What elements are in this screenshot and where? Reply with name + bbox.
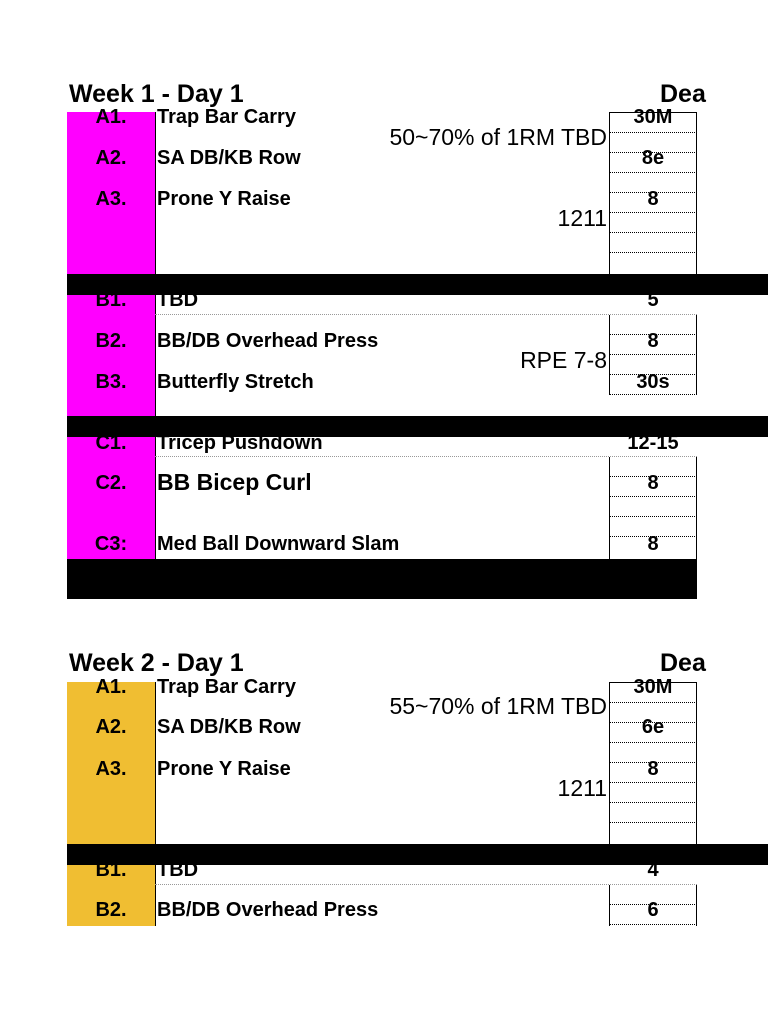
gridline: [609, 172, 697, 173]
week2-a1-reps: 30M: [633, 676, 673, 698]
week1-a1-code: A1.: [95, 106, 127, 128]
week1-c1-reps: 12-15: [627, 432, 679, 454]
week1-c1-code: C1.: [95, 432, 127, 454]
week1-a2-exercise: SA DB/KB Row: [157, 147, 301, 169]
week1-rpe-note: RPE 7-8: [520, 347, 607, 373]
gridline: [609, 496, 697, 497]
week2-a2-code: A2.: [95, 716, 127, 738]
week1-a3-exercise: Prone Y Raise: [157, 188, 291, 210]
week1-b3-exercise: Butterfly Stretch: [157, 371, 314, 393]
week1-b1-code: B1.: [95, 289, 127, 311]
gridline: [609, 516, 697, 517]
week2-intensity-note: 55~70% of 1RM TBD: [389, 693, 607, 719]
week1-c3-reps: 8: [647, 533, 659, 555]
gridline: [609, 232, 697, 233]
week1-b2-code: B2.: [95, 330, 127, 352]
gridline: [609, 782, 697, 783]
gridline: [155, 314, 697, 315]
week2-b2-exercise: BB/DB Overhead Press: [157, 899, 379, 921]
week1-b2-exercise: BB/DB Overhead Press: [157, 330, 379, 352]
week2-a3-exercise: Prone Y Raise: [157, 758, 291, 780]
week1-b3-code: B3.: [95, 371, 127, 393]
week2-title: Week 2 - Day 1: [69, 649, 244, 677]
week2-a3-code: A3.: [95, 758, 127, 780]
week1-a1-exercise: Trap Bar Carry: [157, 106, 296, 128]
week1-code-divider: [155, 112, 156, 560]
week1-c1-exercise: Tricep Pushdown: [157, 432, 323, 454]
week2-a3-reps: 8: [647, 758, 659, 780]
week1-b3-reps: 30s: [636, 371, 670, 393]
week1-a1-reps: 30M: [633, 106, 673, 128]
gridline: [609, 802, 697, 803]
week1-a2-reps: 8e: [641, 147, 665, 169]
week2-a1-exercise: Trap Bar Carry: [157, 676, 296, 698]
gridline: [609, 924, 697, 925]
week1-c2-code: C2.: [95, 472, 127, 494]
week2-b1-code: B1.: [95, 859, 127, 881]
week2-header-right: Dea: [660, 649, 706, 677]
week1-b1-exercise: TBD: [157, 289, 199, 311]
week1-a3-code: A3.: [95, 188, 127, 210]
week1-a2-code: A2.: [95, 147, 127, 169]
week1-b1-reps: 5: [647, 289, 659, 311]
week2-b1-exercise: TBD: [157, 859, 199, 881]
week1-footer-bar: [67, 559, 697, 599]
week2-b2-reps: 6: [647, 899, 659, 921]
week1-header-right: Dea: [660, 80, 706, 108]
week2-b1-reps: 4: [647, 859, 659, 881]
gridline: [609, 742, 697, 743]
week2-a2-exercise: SA DB/KB Row: [157, 716, 301, 738]
week2-a2-reps: 6e: [641, 716, 665, 738]
week1-tempo-note: 1211: [557, 205, 607, 231]
gridline: [609, 394, 697, 395]
gridline: [609, 252, 697, 253]
week2-a1-code: A1.: [95, 676, 127, 698]
gridline: [155, 884, 697, 885]
week1-a3-reps: 8: [647, 188, 659, 210]
week1-c3-exercise: Med Ball Downward Slam: [157, 533, 400, 555]
week1-intensity-note: 50~70% of 1RM TBD: [389, 124, 607, 150]
gridline: [609, 702, 697, 703]
week2-tempo-note: 1211: [557, 775, 607, 801]
week1-c2-reps: 8: [647, 472, 659, 494]
week1-title: Week 1 - Day 1: [69, 80, 244, 108]
week1-b2-reps: 8: [647, 330, 659, 352]
gridline: [155, 456, 697, 457]
gridline: [609, 132, 697, 133]
week2-b2-code: B2.: [95, 899, 127, 921]
week1-c2-exercise: BB Bicep Curl: [157, 469, 312, 495]
gridline: [609, 822, 697, 823]
week1-c3-code: C3:: [94, 533, 128, 555]
week2-code-divider: [155, 682, 156, 926]
week1-block-b-color-column: [67, 295, 155, 416]
gridline: [609, 354, 697, 355]
gridline: [609, 212, 697, 213]
